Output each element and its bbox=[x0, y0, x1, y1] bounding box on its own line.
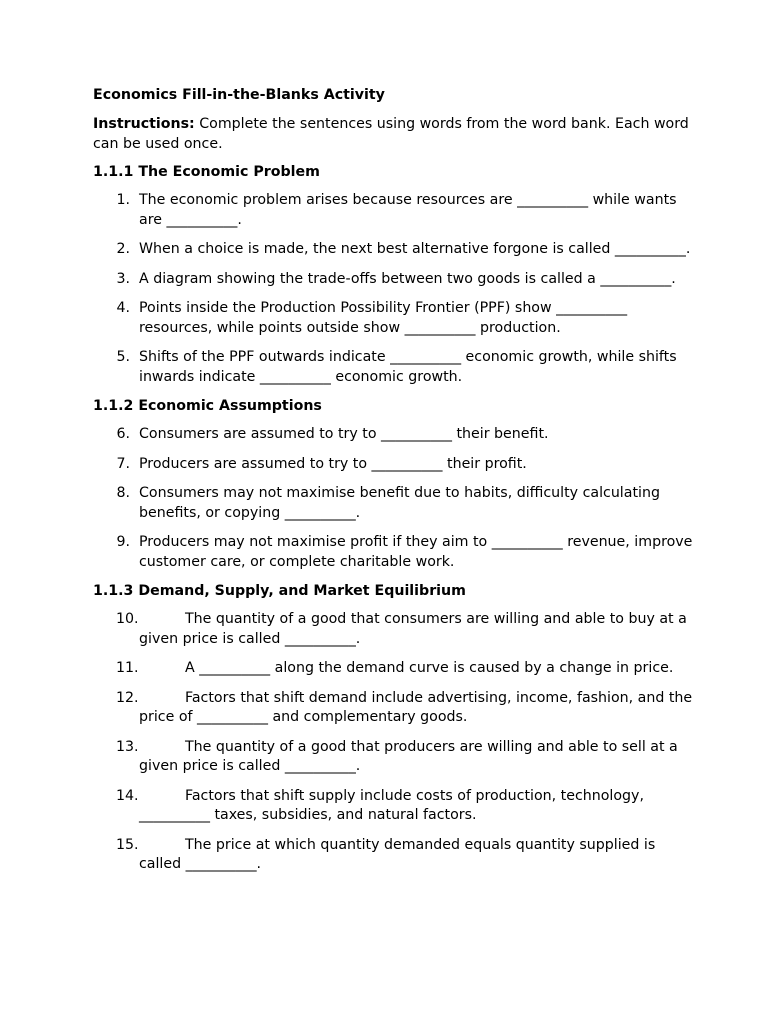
instructions-text: Complete the sentences using words from the word bank. Each word can be used once. bbox=[93, 116, 689, 152]
question-number: 3. bbox=[116, 270, 130, 287]
question-item bbox=[93, 659, 693, 679]
question-number: 11. bbox=[116, 660, 139, 676]
question-number: 2. bbox=[116, 241, 130, 257]
question-text: The price at which quantity demanded equals quantity supplied is called __________. bbox=[139, 836, 656, 872]
question-text: A diagram showing the trade-offs between two goods is called a __________. bbox=[139, 270, 676, 287]
question-number: 1. bbox=[116, 192, 130, 208]
question-number: 10. bbox=[116, 611, 139, 627]
question-item bbox=[93, 270, 693, 290]
section-demand-supply bbox=[93, 581, 693, 875]
question-item bbox=[93, 425, 693, 445]
question-item bbox=[93, 738, 693, 777]
question-number: 8. bbox=[116, 485, 130, 501]
question-number: 14. bbox=[116, 787, 139, 804]
question-number: 6. bbox=[116, 426, 130, 442]
question-number: 7. bbox=[116, 455, 130, 472]
question-item bbox=[93, 484, 693, 523]
question-list bbox=[93, 425, 693, 572]
question-item bbox=[93, 533, 693, 572]
instructions-label: Instructions: bbox=[93, 116, 195, 132]
question-item bbox=[93, 191, 693, 230]
section-economic-assumptions bbox=[93, 396, 693, 572]
question-list bbox=[93, 610, 693, 875]
question-item bbox=[93, 455, 693, 475]
section-economic-problem bbox=[93, 162, 693, 387]
question-number: 5. bbox=[116, 349, 130, 365]
question-text: A __________ along the demand curve is caused by a change in price. bbox=[185, 660, 674, 676]
question-item bbox=[93, 689, 693, 728]
question-text: Shifts of the PPF outwards indicate __________ economic growth, while shifts inwards indicate __________ economic growth. bbox=[139, 349, 677, 385]
question-text: The economic problem arises because resources are __________ while wants are __________. bbox=[139, 192, 677, 228]
section-heading: 1.1.2 Economic Assumptions bbox=[93, 398, 322, 414]
question-item bbox=[93, 240, 693, 260]
question-item bbox=[93, 299, 693, 338]
question-text: Producers are assumed to try to __________ their profit. bbox=[139, 455, 527, 472]
question-text: Consumers may not maximise benefit due to habits, difficulty calculating benefits, or copying __________. bbox=[139, 485, 660, 521]
question-item bbox=[93, 610, 693, 649]
question-text: Factors that shift demand include advertising, income, fashion, and the price of __________ and complementary goods. bbox=[139, 689, 693, 725]
question-item bbox=[93, 787, 693, 826]
question-text: When a choice is made, the next best alternative forgone is called __________. bbox=[139, 241, 691, 257]
question-text: Factors that shift supply include costs of production, technology, __________ taxes, subsidies, and natural factors. bbox=[139, 787, 644, 823]
question-item bbox=[93, 836, 693, 875]
question-number: 4. bbox=[116, 300, 130, 316]
question-text: The quantity of a good that producers are willing and able to sell at a given price is called __________. bbox=[139, 738, 678, 774]
section-heading: 1.1.1 The Economic Problem bbox=[93, 164, 320, 180]
question-text: Points inside the Production Possibility Frontier (PPF) show __________ resources, while points outside show __________ production. bbox=[139, 300, 628, 336]
document-title: Economics Fill-in-the-Blanks Activity bbox=[93, 87, 385, 103]
question-number: 9. bbox=[116, 534, 130, 550]
question-text: Consumers are assumed to try to __________ their benefit. bbox=[139, 426, 549, 442]
question-text: Producers may not maximise profit if they aim to __________ revenue, improve customer care, or complete charitable work. bbox=[139, 534, 693, 570]
worksheet-page bbox=[93, 85, 693, 884]
question-list bbox=[93, 191, 693, 387]
instructions bbox=[93, 115, 693, 154]
question-item bbox=[93, 348, 693, 387]
question-number: 13. bbox=[116, 738, 139, 755]
question-number: 12. bbox=[116, 689, 139, 706]
question-number: 15. bbox=[116, 836, 139, 853]
question-text: The quantity of a good that consumers are willing and able to buy at a given price is called __________. bbox=[139, 611, 687, 647]
section-heading: 1.1.3 Demand, Supply, and Market Equilibrium bbox=[93, 583, 466, 599]
